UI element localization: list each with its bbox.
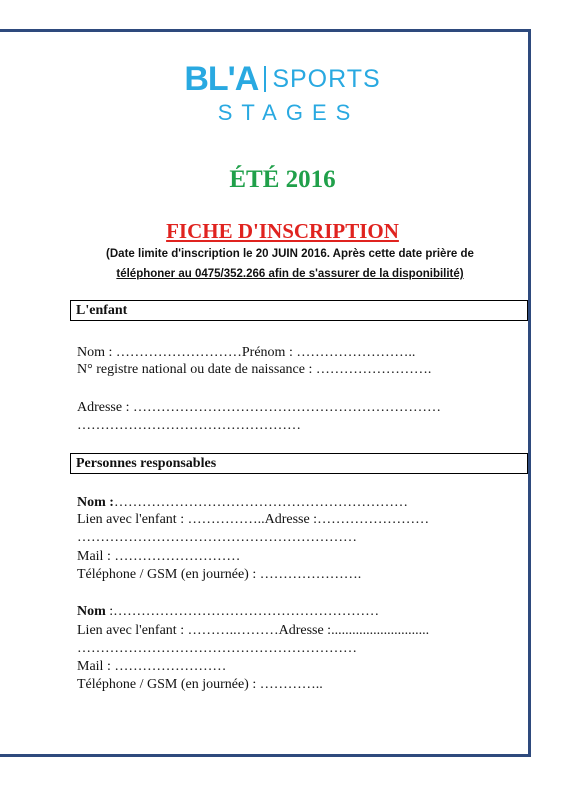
person2-address-continuation[interactable]: …………………………………………………… (77, 641, 357, 656)
bla-sports-logo (0, 62, 565, 126)
child-registry-field[interactable]: N° registre national ou date de naissance : ……………………. (77, 362, 432, 377)
person1-address-continuation[interactable]: …………………………………………………… (77, 530, 357, 545)
child-section-header: L'enfant (70, 300, 528, 321)
person1-name-field[interactable] (77, 495, 408, 511)
form-title: FICHE D'INSCRIPTION (166, 219, 399, 243)
person2-name-label: Nom (77, 604, 106, 619)
logo-sports: SPORTS (272, 65, 381, 93)
deadline-line-1: (Date limite d'inscription le 20 JUIN 2016. Après cette date prière de (106, 248, 474, 260)
person2-name-dots: :………………………………………………… (105, 604, 380, 619)
person1-mail-field[interactable]: Mail : ……………………… (77, 549, 241, 564)
logo-separator (264, 66, 266, 92)
person1-phone-field[interactable]: Téléphone / GSM (en journée) : …………………. (77, 567, 362, 582)
person2-mail-field[interactable]: Mail : …………………… (77, 659, 227, 674)
deadline-notice (70, 244, 510, 284)
child-address-continuation[interactable]: ………………………………………… (77, 418, 301, 433)
person2-name-field[interactable] (77, 604, 379, 620)
season-heading: ÉTÉ 2016 (229, 166, 336, 193)
responsible-section-header: Personnes responsables (70, 453, 528, 474)
logo-brand: BL'A (184, 60, 259, 98)
person2-phone-field[interactable]: Téléphone / GSM (en journée) : ………….. (77, 677, 323, 692)
deadline-line-2: téléphoner au 0475/352.266 afin de s'assurer de la disponibilité) (116, 268, 464, 280)
person2-relation-field[interactable]: Lien avec l'enfant : ………..………Adresse :............................ (77, 623, 430, 638)
child-address-field[interactable]: Adresse : ………………………………………………………… (77, 400, 441, 415)
person1-relation-field[interactable]: Lien avec l'enfant : ……………..Adresse :…………………… (77, 512, 430, 527)
logo-stages: STAGES (217, 100, 360, 125)
person1-name-label: Nom : (77, 495, 114, 510)
child-name-field[interactable]: Nom : ………………………Prénom : …………………….. (77, 345, 416, 360)
person1-name-dots: ……………………………………………………… (113, 495, 408, 510)
